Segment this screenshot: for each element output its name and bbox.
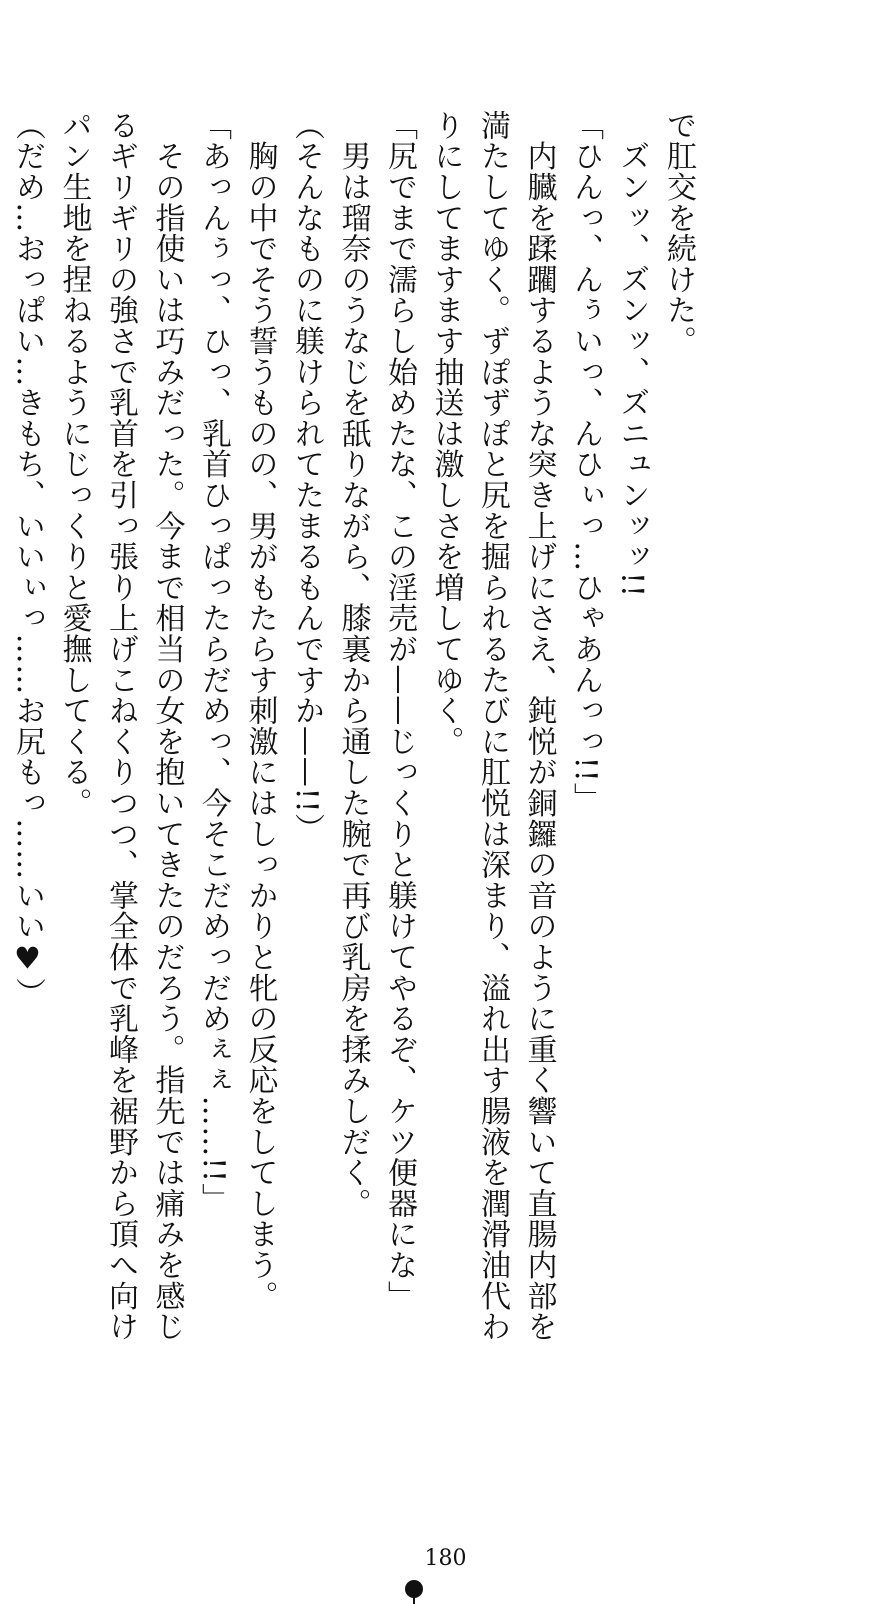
text-line: その指使いは巧みだった。今まで相当の女を抱いてきたのだろう。指先では痛みを感じ xyxy=(149,110,185,1342)
text-line: 「あっんぅっ、ひっ、乳首ひっぱったらだめっ、今そこだめっだめぇぇ……!!」 xyxy=(196,110,231,1214)
text-line: 満たしてゆく。ずぽずぽと尻を掘られるたびに肛悦は深まり、溢れ出す腸液を潤滑油代わ xyxy=(475,110,510,1342)
novel-text-body xyxy=(10,110,701,1342)
text-line: パン生地を捏ねるようにじっくりと愛撫してくる。 xyxy=(56,110,92,819)
text-line: 胸の中でそう誓うものの、男がもたらす刺激にはしっかりと牝の反応をしてしまう。 xyxy=(242,110,278,1312)
text-line: ズンッ、ズンッ、ズニュンッッ!! xyxy=(614,110,650,598)
text-line: （そんなものに躾けられてたまるもんですか——!!） xyxy=(289,110,324,845)
text-line: 「尻でまで濡らし始めたな、この淫売が——じっくりと躾けてやるぞ、ケツ便器にな」 xyxy=(382,110,417,1312)
page-marker-stem xyxy=(413,1594,415,1604)
text-line: 内臓を蹂躙するような突き上げにさえ、鈍悦が銅鑼の音のように重く響いて直腸内部を xyxy=(521,110,557,1342)
text-line: りにしてますます抽送は激しさを増してゆく。 xyxy=(428,110,464,757)
text-line: で肛交を続けた。 xyxy=(661,110,696,357)
page-number: 180 xyxy=(424,1546,467,1571)
text-line: 「ひんっ、んぅいっ、んひぃっ…ひゃあんっっ!!」 xyxy=(568,110,603,814)
text-line: るギリギリの強さで乳首を引っ張り上げこねくりつつ、掌全体で乳峰を裾野から頂へ向け xyxy=(103,110,138,1342)
text-line: （だめ…おっぱい…きもち、いいぃっ……お尻もっ……いい♥） xyxy=(10,110,45,1009)
text-line: 男は瑠奈のうなじを舐りながら、膝裏から通した腕で再び乳房を揉みしだく。 xyxy=(335,110,371,1219)
text-line xyxy=(0,110,4,1290)
